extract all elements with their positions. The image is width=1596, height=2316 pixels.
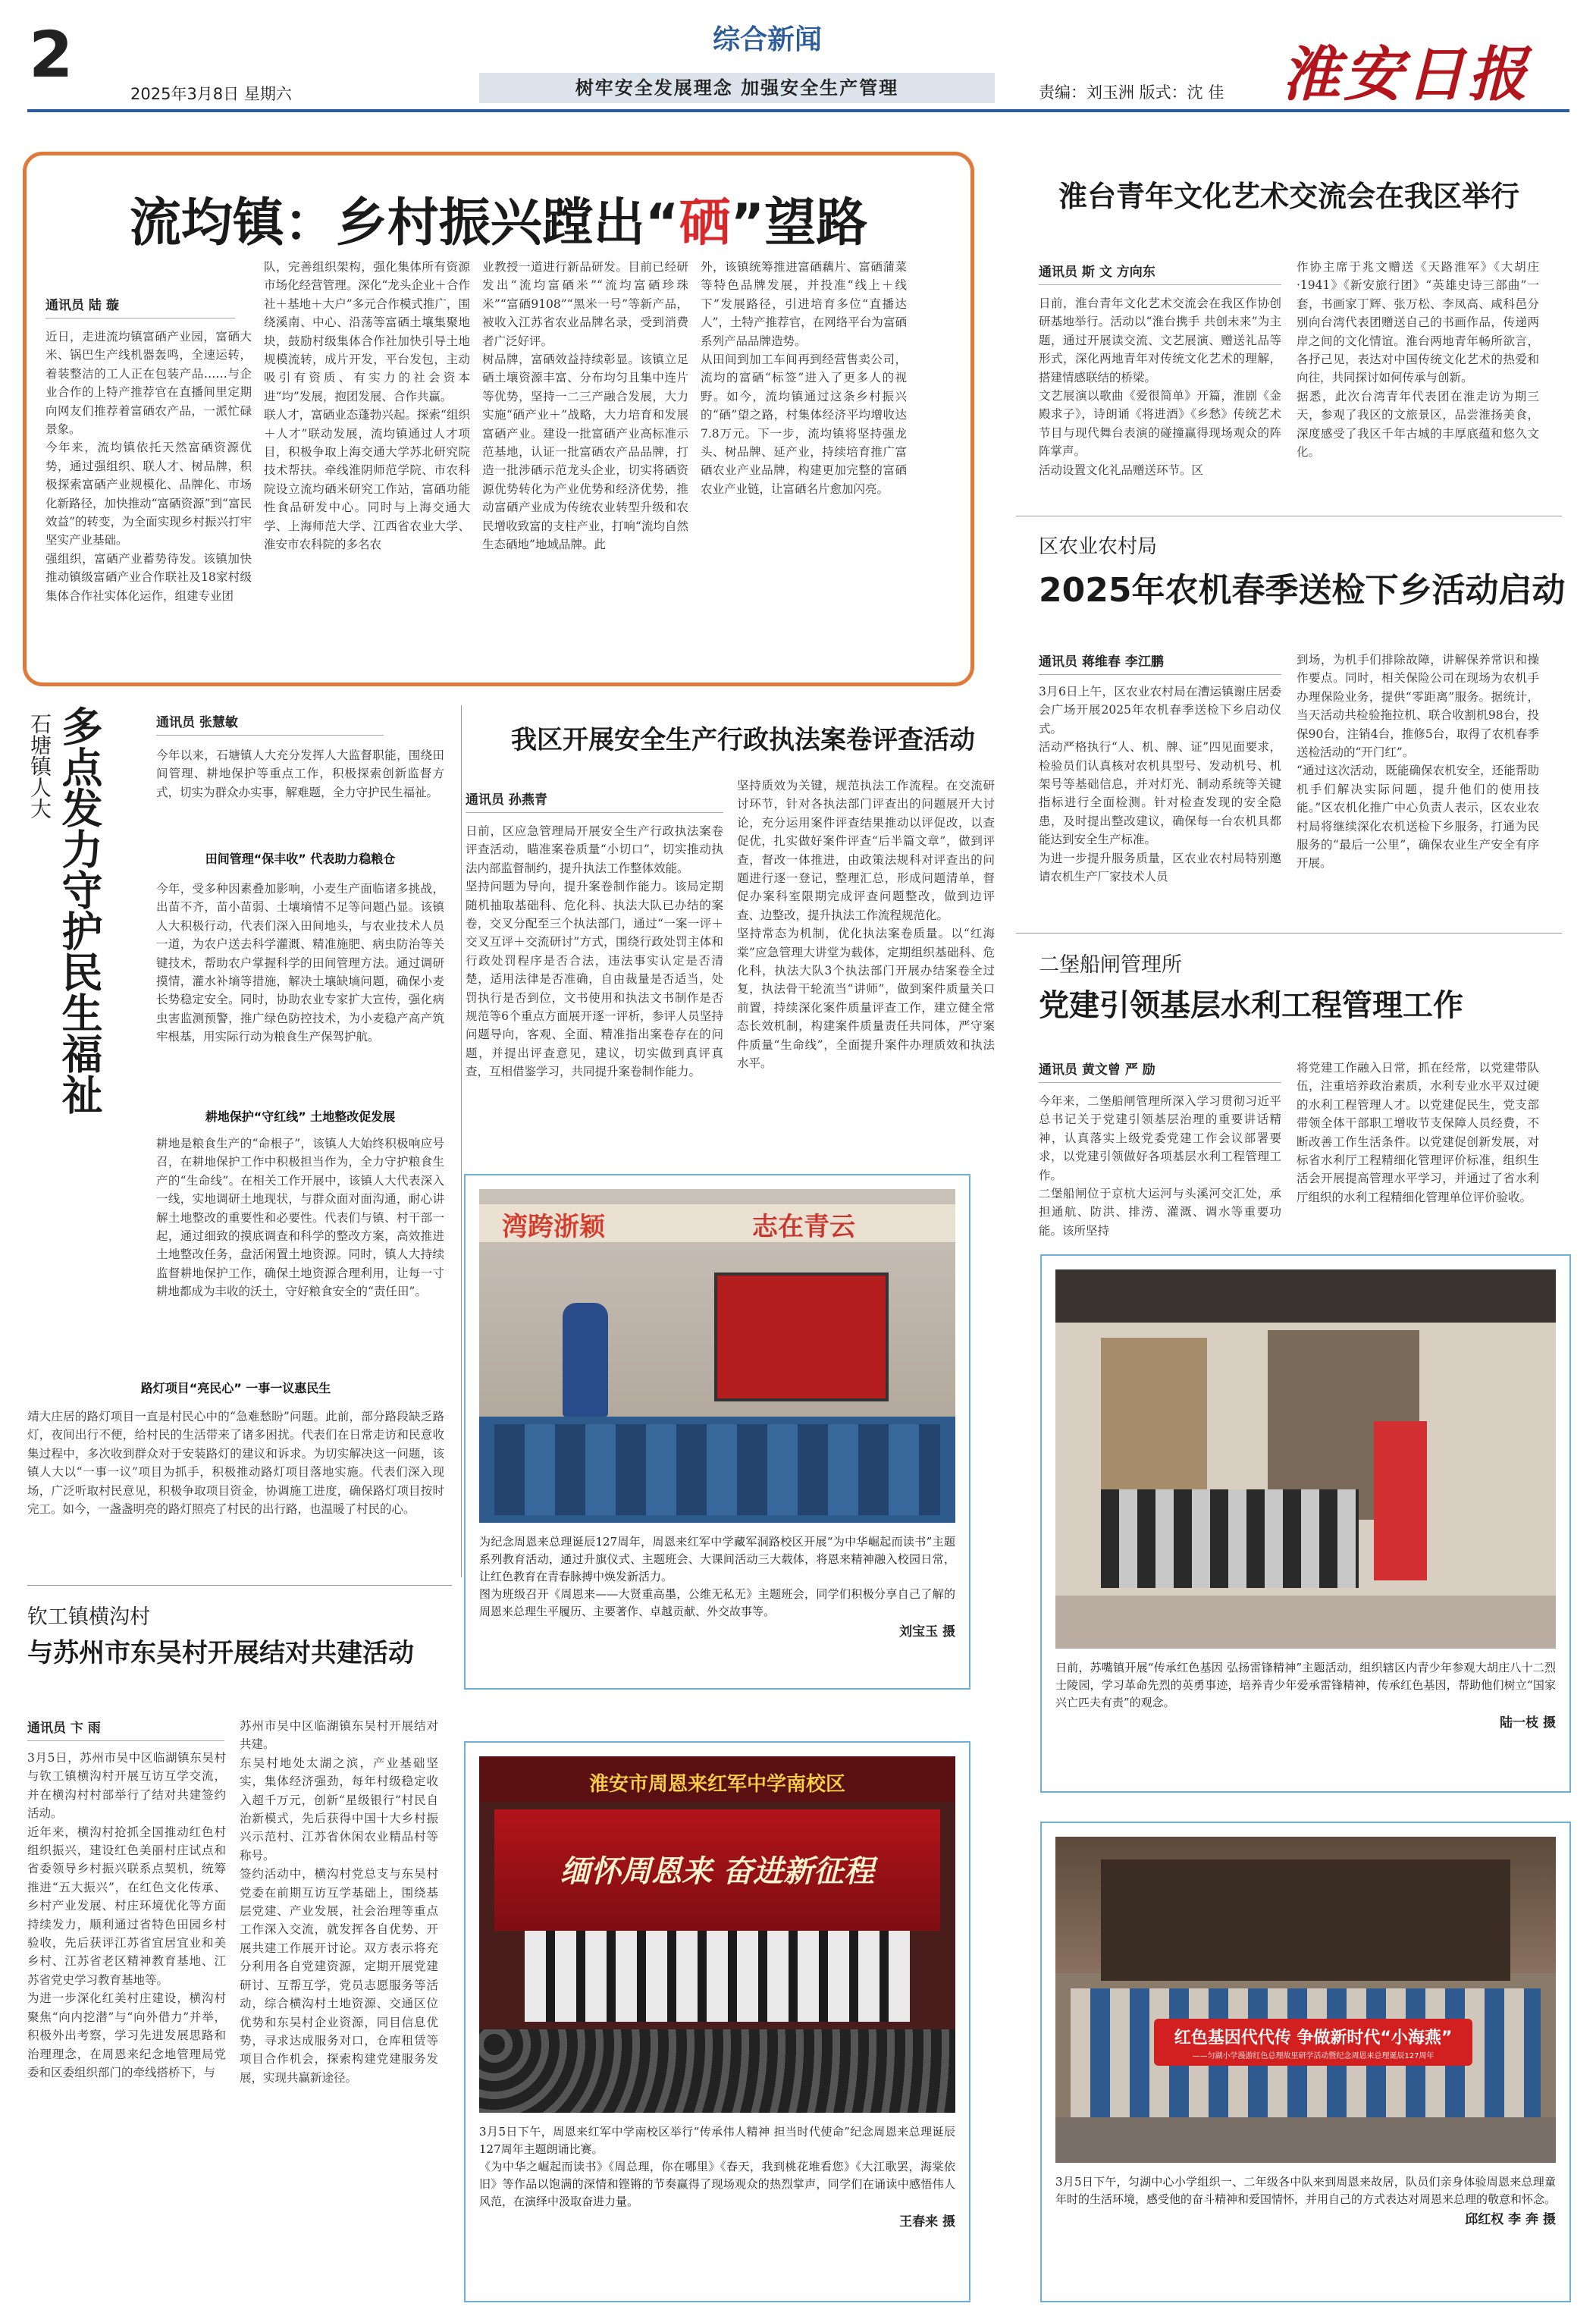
photo2-caption: 3月5日下午，周恩来红军中学南校区举行“传承伟人精神 担当时代使命”纪念周恩来总理诞辰127周年主题朗诵比赛。 《为中华之崛起而读书》《周总理，你在哪里》《春天，我到桃花堆看您》《大江歌罢，海棠依旧》等作品以饱满的深情和铿锵的节奏赢得了现场观众的热烈掌声，同学们在诵读中感悟伟人风范，在演绎中汲取奋进力量。	[479, 2125, 955, 2208]
lead-column: 外，该镇统筹推进富硒藕片、富硒蒲菜等特色品牌发展，并投准“线上＋线下”发展路径，引进培育多位“直播达人”，土特产推荐官，在网络平台为富硒系列产品品牌造势。 从田间到加工车间再到经营售卖公司，流均的富硒“标签”进入了更多人的视野。如今，流均镇通过这条乡村振兴的“硒”望之路，村集体经济平均增收达7.8万元。下一步，流均镇将坚持强龙头、树品牌、延产业，持续培育推广富硒农业产业品牌，构建更加完整的富硒农业产业链，让富硒名片愈加闪亮。	[701, 260, 907, 496]
photo1-caption: 为纪念周恩来总理诞辰127周年，周恩来红军中学藏军洞路校区开展“为中华崛起而读书”主题系列教育活动，通过升旗仪式、主题班会、大课间活动三大载体，将恩来精神融入校园日常，让红色教育在青春脉搏中焕发新活力。 图为班级召开《周恩来——大贤重高墨，公维无私无》主题班会，同学们积极分享自己了解的周恩来总理生平履历、主要著作、卓越贡献、外交故事等。	[479, 1535, 955, 1618]
photo2-credit: 王春来 摄	[899, 2214, 955, 2230]
photo1-banner-right: 志在青云	[752, 1212, 855, 1242]
photo2-frame	[464, 1741, 970, 2302]
shitang-kicker: 石塘镇人大	[27, 713, 52, 819]
culture-headline: 淮台青年文化艺术交流会在我区举行	[1058, 180, 1519, 213]
zhabei-kicker: 二堡船闸管理所	[1039, 953, 1182, 977]
qingou-column: 苏州市吴中区临湖镇东吴村开展结对共建。 东吴村地处太湖之滨，产业基础坚实，集体经济强劲，每年村级稳定收入超千万元，创新“星级银行”村民自治新模式，先后获得中国十大乡村振兴示范村、江苏省休闲农业精品村等称号。 签约活动中，横沟村党总支与东吴村党委在前期互访互学基础上，围绕基层党建、产业发展，社会治理等重点工作深入交流，就发挥各自优势、开展共建工作展开讨论。双方表示将充分利用各自党建资源，定期开展党建研讨、互帮互学，党员志愿服务等活动，综合横沟村土地资源、交通区位优势和东吴村企业资源，同目信息优势，寻求达成服务对口，仓库租赁等项目合作机会，探索构建党建服务发展，实现共赢新途径。	[240, 1719, 438, 2085]
photo4-banner-sub: ——匀湖小学漫游红色总理故里研学活动暨纪念周恩来总理诞辰127周年	[1192, 2052, 1435, 2060]
recitation-photo	[479, 1756, 955, 2113]
page-number: 2	[29, 17, 74, 92]
section-slogan: 树牢安全发展理念 加强安全生产管理	[479, 73, 995, 103]
student-figure	[563, 1303, 608, 1417]
memorial-hall-photo	[1055, 1269, 1556, 1649]
shitang-subhead: 路灯项目“亮民心” 一事一议惠民生	[140, 1381, 331, 1395]
newspaper-masthead: 淮安日报	[1281, 40, 1531, 109]
former-residence-photo	[1055, 1837, 1556, 2163]
lead-headline-part: 流均镇：乡村振兴蹚出“	[129, 193, 679, 253]
photo4-credit: 邱红权 李 奔 摄	[1465, 2212, 1556, 2227]
agri-kicker: 区农业农村局	[1039, 535, 1158, 558]
lead-column: 队，完善组织架构，强化集体所有资源市场化经营管理。深化“龙头企业＋合作社＋基地＋大户”多元合作模式推广，围绕溪南、中心、沿荡等富硒土壤集聚地块，鼓励村级集体合作社加快引导土地规模流转，成片开发，平台发包，主动吸引有资质、有实力的社会资本进“均”发展，抱团发展、合作共赢。 联人才，富硒业态蓬勃兴起。探索“组织＋人才”联动发展，流均镇通过人才项目，积极争取上海交通大学苏北研究院技术帮扶。牵线淮阴师范学院、市农科院设立流均硒米研究工作站，富硒功能性食品研发中心。同时与上海交通大学、上海师范大学、江西省农业大学、淮安市农科院的多名农	[264, 260, 470, 552]
zhabei-column: 将党建工作融入日常，抓在经常，以党建带队伍，注重培养政治素质，水利专业水平双过硬的水利工程管理人才。以党建促民生，党支部带领全体干部职工增收节支保障人员经费，不断改善工作生活条件。以党建促创新发展，对标省水利厅工程精细化管理评价标准，组织生活会开展提高管理水平学习，并通过了省水利厅组织的水利工程精细化管理单位评价验收。	[1297, 1061, 1539, 1204]
photo3-credit: 陆一枝 摄	[1500, 1715, 1556, 1731]
culture-column: 作协主席于兆文赠送《天路淮军》《大胡庄·1941》《新安旅行团》“英雄史诗三部曲”一套，书画家丁辉、张万松、李凤高、咸科邑分别向台湾代表团赠送自己的书画作品，传递两岸之间的文化情谊。淮台两地青年畅所欲言，各抒己见，表达对中国传统文化艺术的热爱和向往，共同探讨如何传承与创新。 据悉，此次台湾青年代表团在淮走访为期三天，参观了我区的文旅景区，品尝淮扬美食，深度感受了我区千年古城的丰厚底蕴和悠久文化。	[1297, 260, 1539, 460]
safety-byline: 通讯员 孙燕青	[466, 789, 723, 813]
shitang-subhead: 田间管理“保丰收” 代表助力稳粮仓	[205, 852, 396, 866]
shitang-byline: 通讯员 张慧敏	[156, 711, 384, 736]
zhabei-byline: 通讯员 黄文曾 严 励	[1039, 1059, 1281, 1083]
lead-headline-part: ”望路	[730, 193, 868, 253]
students-group	[1101, 1489, 1359, 1588]
photo1-frame	[464, 1174, 970, 1690]
qingou-column: 3月5日，苏州市吴中区临湖镇东吴村与钦工镇横沟村开展互访互学交流，并在横沟村村部举行了结对共建签约活动。 近年来，横沟村抢抓全国推动红色村组织振兴，建设红色美丽村庄试点和省委领导乡村振兴联系点契机，统筹推进“五大振兴”，在红色文化传承、乡村产业发展、村庄环境优化等方面持续发力，顺利通过省特色田园乡村验收，先后获评江苏省宜居宜业和美乡村、江苏省老区精神教育基地、江苏省党史学习教育基地等。 为进一步深化红美村庄建设，横沟村聚焦“向内挖潜”与“向外借力”并举，积极外出考察，学习先进发展思路和治理理念，在周恩来纪念地管理局党委和区委组织部门的牵线搭桥下，与	[27, 1751, 226, 2079]
photo2-banner: 淮安市周恩来红军中学南校区	[588, 1773, 845, 1796]
culture-byline: 通讯员 斯 文 方向东	[1039, 261, 1281, 285]
issue-date: 2025年3月8日 星期六	[130, 85, 292, 103]
safety-headline: 我区开展安全生产行政执法案卷评查活动	[511, 725, 975, 755]
exhibit-wall	[1101, 1338, 1207, 1505]
lead-column: 近日，走进流均镇富硒产业园，富硒大米、锅巴生产线机器轰鸣，全速运转，着装整洁的工人正在包装产品……与企业合作的上特产推荐官在直播间里定期向网友们推荐着富硒农产品，一派忙碌景象。 今年来，流均镇依托天然富硒资源优势，通过强组织、联人才、树品牌，积极探索富硒产业规模化、品牌化、市场化新路径，加快推动“富硒资源”到“富民效益”的转变，为全面实现乡村振兴打牢坚实产业基础。 强组织，富硒产业蓄势待发。该镇加快推动镇级富硒产业合作联社及18家村级集体合作社实体化运作，组建专业团	[45, 330, 252, 603]
shitang-headline: 多点发力守护民生福祉	[55, 705, 103, 1115]
qingou-kicker: 钦工镇横沟村	[27, 1605, 150, 1629]
photo4-frame	[1040, 1822, 1571, 2302]
divider	[27, 1585, 452, 1586]
photo1-credit: 刘宝玉 摄	[899, 1624, 955, 1640]
shitang-paragraph: 耕地是粮食生产的“命根子”，该镇人大始终积极响应号召，在耕地保护工作中积极担当作为，全力守护粮食生产的“生命线”。在相关工作开展中，该镇人大代表深入一线，实地调研土地现状，与群众面对面沟通，耐心讲解土地整改的重要性和必要性。代表们与镇、村干部一起，通过细致的摸底调查和科学的整改方案，高效推进土地整改任务，盘活闲置土地资源。同时，镇人大持续监督耕地保护工作，确保土地资源合理利用，让每一寸耕地都成为丰收的沃土，守好粮食安全的“责任田”。	[156, 1137, 444, 1299]
safety-column: 坚持质效为关键，规范执法工作流程。在交流研讨环节，针对各执法部门评查出的问题展开大讨论，充分运用案件评查结果推动以评促改，以查促优，扎实做好案件评查“后半篇文章”，做到评查，督改一体推进，由政策法规科对评查出的问题进行逐一登记，整理汇总，形成问题清单，督促办案科室限期完成评查问题整改，做到边评查、边整改，提升执法工作流程规范化。 坚持常态为机制，优化执法案卷质量。以“红海棠”应急管理大讲堂为载体，定期组织基础科、危化科，执法大队3个执法部门开展办结案卷全过复，执法骨干轮流当“讲师”，做到案件质量关口前置，持续深化案件质量评查工作，建立健全常态长效机制，构建案件质量责任共同体，严守案件质量“生命线”，全面提升案件办理质效和执法水平。	[737, 779, 995, 1071]
red-flag	[1374, 1421, 1427, 1580]
agri-column: 3月6日上午，区农业农村局在漕运镇谢庄居委会广场开展2025年农机春季送检下乡启动仪式。 活动严格执行“人、机、牌、证”四见面要求，检验员们认真核对农机具型号、发动机号、机架号等基础信息，并对灯光、制动系统等关键指标进行全面检测。针对检查发现的安全隐患，及时提出整改建议，确保每一台农机具都能达到安全生产标准。 为进一步提升服务质量，区农业农村局特别邀请农机生产厂家技术人员	[1039, 685, 1281, 884]
shitang-paragraph: 靖大庄居的路灯项目一直是村民心中的“急难愁盼”问题。此前，部分路段缺乏路灯，夜间出行不便，给村民的生活带来了诸多困扰。代表们在日常走访和民意收集过程中，多次收到群众对于安装路灯的建议和诉求。为切实解决这一问题，该镇人大以“一事一议”项目为抓手，积极推动路灯项目落地实施。代表们深入现场，广泛听取村民意见，积极争取项目资金，协调施工进度，确保路灯项目按时完工。如今，一盏盏明亮的路灯照亮了村民的出行路，也温暖了村民的心。	[27, 1410, 444, 1517]
photo3-frame	[1040, 1254, 1571, 1793]
lead-column: 业教授一道进行新品研发。目前已经研发出“流均富硒米”“流均富硒珍珠米”“富硒9108”“黑米一号”等新产品，被收入江苏省农业品牌名录，受到消费者广泛好评。 树品牌，富硒效益持续彰显。该镇立足硒土壤资源丰富、分布均匀且集中连片等优势，坚持一二三产融合发展，大力实施“硒产业＋”战略，大力培育和发展富硒产业。建设一批富硒产业高标准示范基地，认证一批富硒农产品品牌，打造一批涉硒示范龙头企业，切实将硒资源优势转化为产业优势和经济优势，推动富硒产业成为传统农业转型升级和农民增收致富的支柱产业，打响“流均自然生态硒地”地域品牌。此	[482, 260, 688, 552]
agri-byline: 通讯员 蒋维春 李江鹏	[1039, 651, 1281, 675]
shitang-paragraph: 今年以来，石塘镇人大充分发挥人大监督职能，围绕田间管理、耕地保护等重点工作，积极探索创新监督方式，切实为群众办实事，解难题，全力守护民生福祉。	[156, 748, 444, 799]
photo4-caption: 3月5日下午，匀湖中心小学组织一、二年级各中队来到周恩来故居，队员们亲身体验周恩来总理童年时的生活环境，感受他的奋斗精神和爱国情怀，并用自己的方式表达对周恩来总理的敬意和怀念。	[1055, 2175, 1557, 2206]
shitang-subhead: 耕地保护“守红线” 土地整改促发展	[205, 1109, 396, 1124]
header-rule	[27, 109, 1569, 112]
classroom-photo	[479, 1189, 955, 1523]
divider	[1016, 933, 1562, 934]
lead-headline-highlight: 硒	[679, 193, 731, 253]
zhabei-column: 今年来，二堡船闸管理所深入学习贯彻习近平总书记关于党建引领基层治理的重要讲话精神，认真落实上级党委党建工作会议部署要求，以党建引领做好各项基层水利工程管理工作。 二堡船闸位于京杭大运河与头溪河交汇处，承担通航、防洪、排涝、灌溉、调水等重要功能。该所坚持	[1039, 1094, 1281, 1238]
photo1-banner-left: 湾跨浙颖	[502, 1212, 605, 1242]
safety-column: 日前，区应急管理局开展安全生产行政执法案卷评查活动，瞄准案卷质量“小切口”，切实推动执法内部监督制约，提升执法工作整体效能。 坚持问题为导向，提升案卷制作能力。该局定期随机抽取基础科、危化科、执法大队已办结的案卷，交叉分配至三个执法部门，通过“一案一评＋交叉互评＋交流研讨”方式，围绕行政处罚主体和行政处罚程序是否合法，违法事实认定是否清楚，适用法律是否准确，自由裁量是否适当，处罚执行是否到位，文书使用和执法文书制作是否规范等6个重点方面展开逐一评析，参评人员坚持问题导向，客观、全面、精准指出案卷存在的问题，并提出评查意见，建议，切实做到真评真查，互相借鉴学习，共同提升案卷制作能力。	[466, 824, 723, 1079]
culture-column: 日前，淮台青年文化艺术交流会在我区作协创研基地举行。活动以“淮台携手 共创未来”为主题，通过开展读交流、文艺展演、赠送礼品等形式，深化两地青年对传统文化艺术的理解，搭建情感联结的桥梁。 文艺展演以歌曲《爱很简单》开篇，淮剧《金殿求子》，诗朗诵《将进酒》《乡愁》传统艺术节目与现代舞台表演的碰撞赢得现场观众的阵阵掌声。 活动设置文化礼品赠送环节。区	[1039, 297, 1281, 477]
photo4-banner: 红色基因代代传 争做新时代“小海燕”	[1174, 2029, 1453, 2048]
zhabei-headline: 党建引领基层水利工程管理工作	[1039, 988, 1463, 1023]
lead-byline: 通讯员 陆 璇	[45, 294, 235, 319]
audience	[479, 2029, 955, 2113]
classroom-screen	[714, 1273, 889, 1401]
shitang-paragraph: 今年，受多种因素叠加影响，小麦生产面临诸多挑战，出苗不齐，苗小苗弱、土壤墒情不足等问题凸显。该镇人大积极行动，代表们深入田间地头，与农业技术人员一道，为农户送去科学灌溉、精准施肥、病虫防治等关键技术，帮助农户掌握科学的田间管理方法。通过调研摸情，灌水补墒等措施，解决土壤缺墒问题，确保小麦长势稳定安全。同时，协助农业专家扩大宣传，强化病虫害监测预警，推广绿色防控技术，为小麦稳产高产筑牢根基，用实际行动为粮食生产保驾护航。	[156, 882, 444, 1044]
editors-credit: 责编：刘玉洲 版式：沈 佳	[1039, 83, 1224, 102]
lead-headline	[23, 182, 974, 256]
qingou-byline: 通讯员 卞 雨	[27, 1717, 224, 1741]
divider	[461, 705, 462, 1577]
performers-row	[525, 1931, 910, 2022]
qingou-headline: 与苏州市东吴村开展结对共建活动	[27, 1638, 414, 1668]
agri-headline: 2025年农机春季送检下乡活动启动	[1039, 571, 1566, 610]
section-title: 综合新闻	[712, 24, 822, 55]
residence-building	[1101, 1859, 1510, 1981]
photo3-caption: 日前，苏嘴镇开展“传承红色基因 弘扬雷锋精神”主题活动，组织辖区内青少年参观大胡庄八十二烈士陵园，学习革命先烈的英勇事迹，培养青少年爱承雷锋精神，传承红色基因，帮助他们树立“国家兴亡匹夫有责”的观念。	[1055, 1661, 1556, 1709]
agri-column: 到场，为机手们排除故障，讲解保养常识和操作要点。同时，相关保险公司在现场为农机手办理保险业务，提供“零距离”服务。据统计，当天活动共检验拖拉机、联合收割机98台，投保90台，注销4台，推修5台，取得了农机春季送检活动的“开门红”。 “通过这次活动，既能确保农机安全，还能帮助机手们解决实际问题，提升他们的使用技能。”区农机化推广中心负责人表示，区农业农村局将继续深化农机送检下乡服务，打通为民服务的“最后一公里”，确保农业生产安全有序开展。	[1297, 653, 1539, 871]
photo2-screen-text: 缅怀周恩来 奋进新征程	[560, 1853, 874, 1889]
